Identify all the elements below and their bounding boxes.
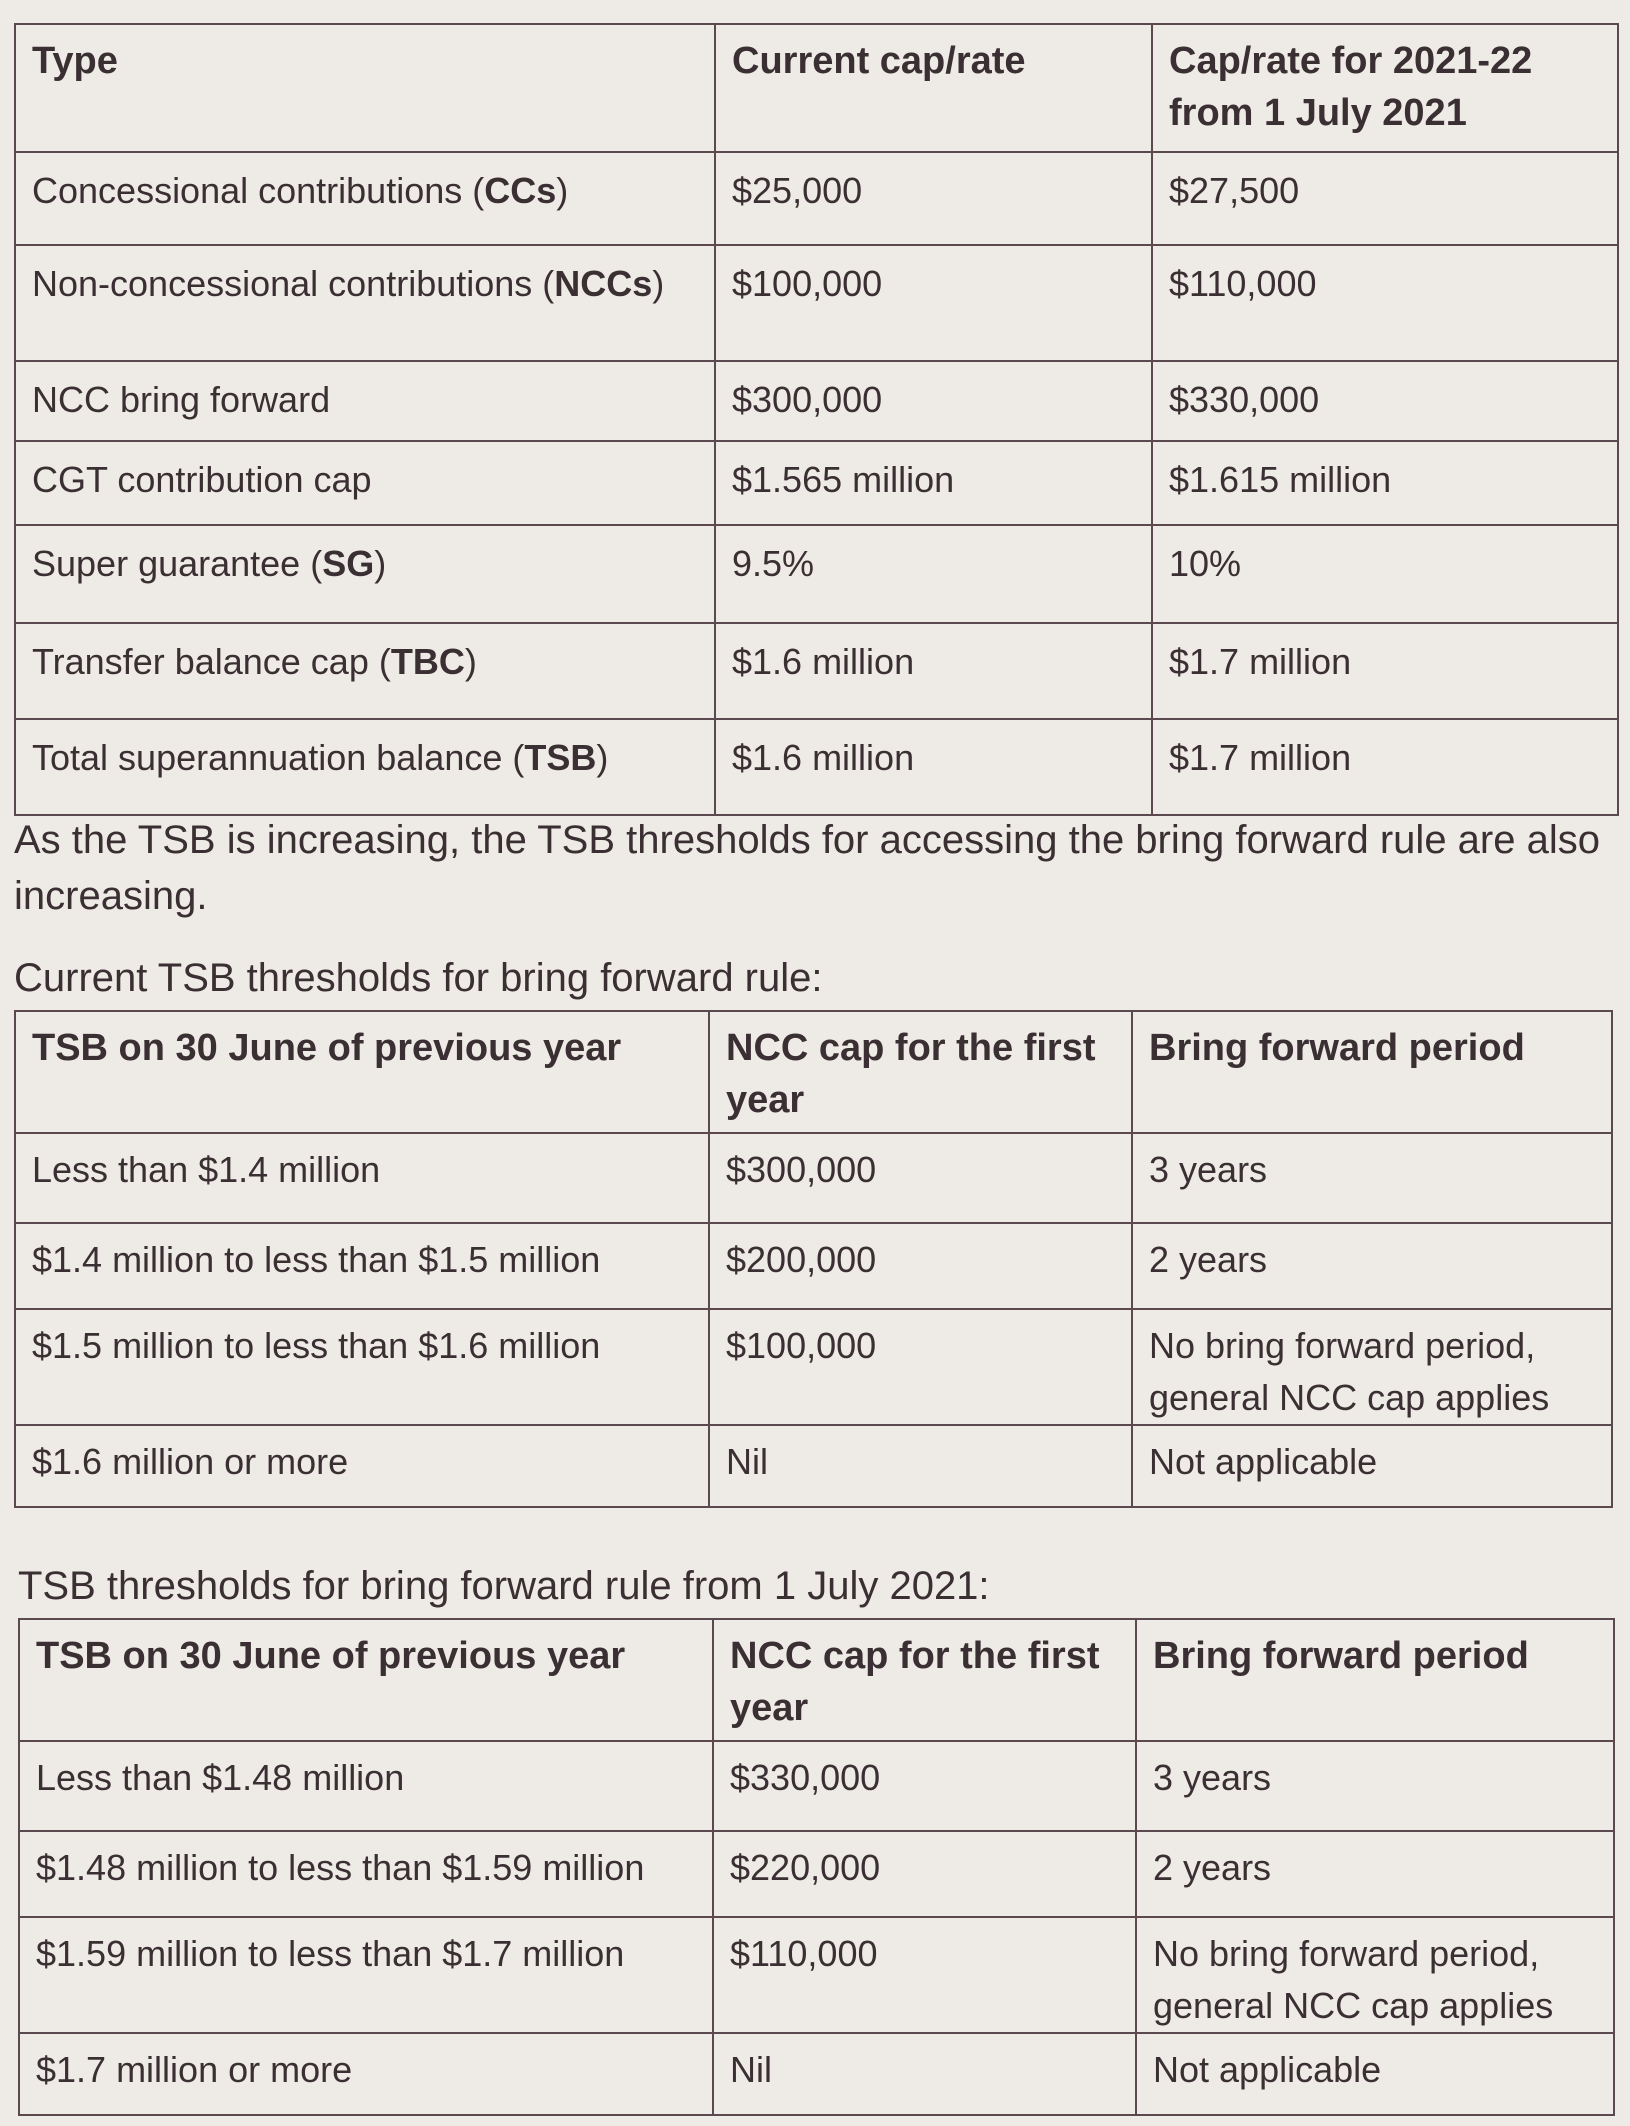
period-cell: Not applicable — [1132, 1425, 1612, 1507]
type-cell: NCC bring forward — [15, 361, 715, 441]
ncc-cap-cell: $110,000 — [713, 1917, 1136, 2033]
table-row — [19, 1831, 1614, 1917]
table-row — [15, 719, 1618, 815]
header-new-cap: Cap/rate for 2021-22 from 1 July 2021 — [1152, 24, 1618, 152]
tsb-cell: $1.6 million or more — [15, 1425, 709, 1507]
table-row — [15, 441, 1618, 525]
new-cap-cell: $27,500 — [1152, 152, 1618, 245]
period-cell: 2 years — [1136, 1831, 1614, 1917]
new-cap-cell: $1.7 million — [1152, 719, 1618, 815]
type-cell: Non-concessional contributions (NCCs) — [15, 245, 715, 361]
current-cap-cell: $1.565 million — [715, 441, 1152, 525]
table-row — [15, 152, 1618, 245]
header-type: Type — [15, 24, 715, 152]
caps-rates-table — [14, 23, 1619, 816]
tsb-cell: Less than $1.48 million — [19, 1741, 713, 1831]
header-bring-forward-period: Bring forward period — [1136, 1619, 1614, 1741]
new-thresholds-table — [18, 1618, 1615, 2116]
new-cap-cell: 10% — [1152, 525, 1618, 623]
current-cap-cell: $100,000 — [715, 245, 1152, 361]
current-cap-cell: $1.6 million — [715, 719, 1152, 815]
table-row — [15, 1309, 1612, 1425]
ncc-cap-cell: $330,000 — [713, 1741, 1136, 1831]
header-bring-forward-period: Bring forward period — [1132, 1011, 1612, 1133]
ncc-cap-cell: $100,000 — [709, 1309, 1132, 1425]
table-row — [15, 623, 1618, 719]
tsb-cell: Less than $1.4 million — [15, 1133, 709, 1223]
table-header-row — [15, 1011, 1612, 1133]
header-tsb: TSB on 30 June of previous year — [19, 1619, 713, 1741]
ncc-cap-cell: Nil — [713, 2033, 1136, 2115]
header-current-cap: Current cap/rate — [715, 24, 1152, 152]
current-thresholds-table — [14, 1010, 1613, 1508]
ncc-cap-cell: Nil — [709, 1425, 1132, 1507]
period-cell: No bring forward period, general NCC cap applies — [1132, 1309, 1612, 1425]
type-cell: Super guarantee (SG) — [15, 525, 715, 623]
table-header-row — [19, 1619, 1614, 1741]
new-cap-cell: $330,000 — [1152, 361, 1618, 441]
new-thresholds-caption: TSB thresholds for bring forward rule from 1 July 2021: — [18, 1564, 990, 1608]
period-cell: 3 years — [1132, 1133, 1612, 1223]
period-cell: No bring forward period, general NCC cap applies — [1136, 1917, 1614, 2033]
type-cell: Concessional contributions (CCs) — [15, 152, 715, 245]
tsb-cell: $1.48 million to less than $1.59 million — [19, 1831, 713, 1917]
table-row — [15, 1425, 1612, 1507]
ncc-cap-cell: $200,000 — [709, 1223, 1132, 1309]
header-ncc-cap: NCC cap for the first year — [709, 1011, 1132, 1133]
intro-paragraph: As the TSB is increasing, the TSB thresholds for accessing the bring forward rule are also increasing. — [14, 818, 1600, 918]
header-tsb: TSB on 30 June of previous year — [15, 1011, 709, 1133]
ncc-cap-cell: $300,000 — [709, 1133, 1132, 1223]
table-row — [15, 1223, 1612, 1309]
table-row — [15, 525, 1618, 623]
tsb-cell: $1.5 million to less than $1.6 million — [15, 1309, 709, 1425]
table-row — [15, 245, 1618, 361]
ncc-cap-cell: $220,000 — [713, 1831, 1136, 1917]
current-thresholds-caption: Current TSB thresholds for bring forward rule: — [14, 956, 823, 1000]
table-row — [19, 2033, 1614, 2115]
type-cell: Total superannuation balance (TSB) — [15, 719, 715, 815]
tsb-cell: $1.7 million or more — [19, 2033, 713, 2115]
current-cap-cell: $25,000 — [715, 152, 1152, 245]
table-row — [15, 361, 1618, 441]
table-row — [15, 1133, 1612, 1223]
tsb-cell: $1.4 million to less than $1.5 million — [15, 1223, 709, 1309]
type-cell: CGT contribution cap — [15, 441, 715, 525]
tsb-cell: $1.59 million to less than $1.7 million — [19, 1917, 713, 2033]
current-cap-cell: $1.6 million — [715, 623, 1152, 719]
table-row — [19, 1741, 1614, 1831]
table-header-row — [15, 24, 1618, 152]
new-cap-cell: $1.615 million — [1152, 441, 1618, 525]
type-cell: Transfer balance cap (TBC) — [15, 623, 715, 719]
new-cap-cell: $110,000 — [1152, 245, 1618, 361]
current-cap-cell: 9.5% — [715, 525, 1152, 623]
table-row — [19, 1917, 1614, 2033]
current-cap-cell: $300,000 — [715, 361, 1152, 441]
new-cap-cell: $1.7 million — [1152, 623, 1618, 719]
period-cell: Not applicable — [1136, 2033, 1614, 2115]
period-cell: 2 years — [1132, 1223, 1612, 1309]
header-ncc-cap: NCC cap for the first year — [713, 1619, 1136, 1741]
period-cell: 3 years — [1136, 1741, 1614, 1831]
